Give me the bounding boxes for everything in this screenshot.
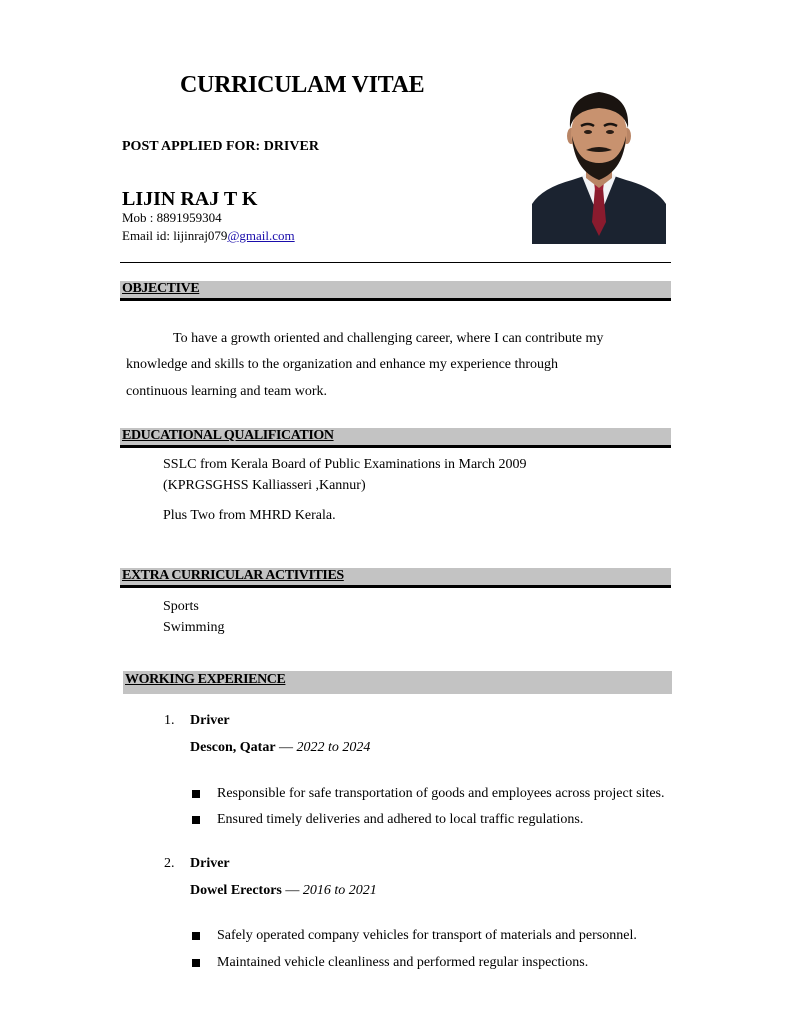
education-line: (KPRGSGHSS Kalliasseri ,Kannur) [163, 478, 366, 493]
profile-photo [532, 88, 666, 244]
bullet-square-icon [192, 790, 200, 798]
section-work-band [123, 671, 672, 694]
bullet-square-icon [192, 816, 200, 824]
objective-line: To have a growth oriented and challenging career, where I can contribute my [173, 331, 604, 346]
email-prefix: Email id: lijinraj079 [122, 228, 228, 243]
objective-line: continuous learning and team work. [126, 384, 328, 399]
job-company-line [190, 883, 377, 899]
email-line [122, 228, 295, 244]
section-heading-education: EDUCATIONAL QUALIFICATION [122, 428, 334, 443]
job-separator: — [281, 883, 303, 898]
profile-photo-illustration [532, 88, 666, 244]
page-title: CURRICULAM VITAE [180, 72, 425, 98]
activity-item: Swimming [163, 620, 225, 635]
job-number: 2. [164, 856, 175, 871]
section-extra-band [120, 568, 671, 588]
job-period: 2022 to 2024 [296, 740, 371, 755]
section-heading-extra: EXTRA CURRICULAR ACTIVITIES [122, 568, 344, 583]
header-divider [120, 262, 671, 263]
section-education-band [120, 428, 671, 448]
objective-line: knowledge and skills to the organization and enhance my experience through [126, 357, 559, 372]
job-bullet-text: Maintained vehicle cleanliness and performed regular inspections. [217, 955, 589, 970]
section-heading-objective: OBJECTIVE [122, 281, 200, 296]
job-company-line [190, 740, 370, 756]
job-bullet-text: Safely operated company vehicles for transport of materials and personnel. [217, 928, 637, 943]
candidate-name: LIJIN RAJ T K [122, 188, 258, 210]
education-line: Plus Two from MHRD Kerala. [163, 508, 336, 523]
job-title: Driver [190, 856, 230, 871]
activity-item: Sports [163, 599, 199, 614]
section-objective-band [120, 281, 671, 301]
job-company: Dowel Erectors [190, 883, 282, 898]
job-bullet-text: Ensured timely deliveries and adhered to local traffic regulations. [217, 812, 584, 827]
bullet-square-icon [192, 932, 200, 940]
job-separator: — [275, 740, 297, 755]
job-company: Descon, Qatar [190, 740, 276, 755]
job-number: 1. [164, 713, 175, 728]
post-applied: POST APPLIED FOR: DRIVER [122, 139, 319, 154]
job-bullet-text: Responsible for safe transportation of goods and employees across project sites. [217, 786, 665, 801]
job-title: Driver [190, 713, 230, 728]
section-heading-work: WORKING EXPERIENCE [125, 672, 286, 687]
bullet-square-icon [192, 959, 200, 967]
education-line: SSLC from Kerala Board of Public Examinations in March 2009 [163, 457, 527, 472]
mobile-number: Mob : 8891959304 [122, 210, 222, 225]
email-link[interactable]: @gmail.com [227, 228, 295, 243]
job-period: 2016 to 2021 [302, 883, 377, 898]
